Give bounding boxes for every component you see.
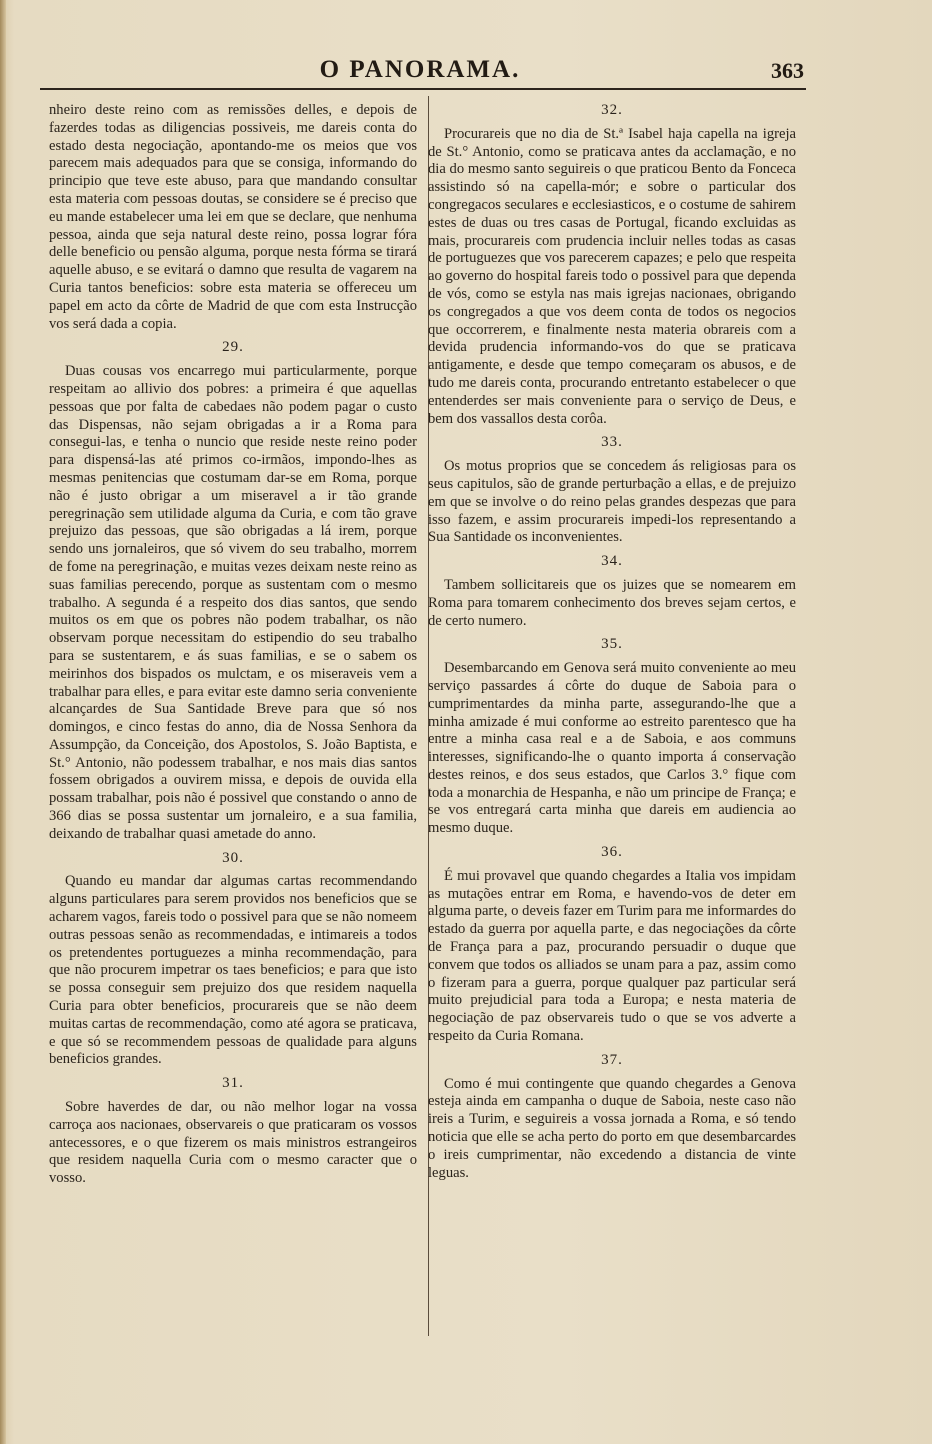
section-32-text: Procurareis que no dia de St.ª Isabel haja capella na igreja de St.° Antonio, como se praticava antes da acclamação, e no dia do mesmo santo seguireis o que praticou Bento da Fonceca assistindo só na capella-mór; e sobre o particular dos congregacos seculares e ecclesiasticos, e o costume de sahirem estes de duas ou tres casas de Portugal, ficando excluidas as mais, procurareis com prudencia incluir nelles todas as casas de portuguezes que vos parecerem capazes; e pelo que respeita ao governo do hospital fareis todo o possivel para que dependa de vós, como se estyla nas mais igrejas nacionaes, obrigando os congregados a que vos deem conta de todos os negocios que occorrerem, e finalmente nesta materia obrareis com a devida prudencia informando-vos do que se praticava antigamente, e desde que tempo começaram os abusos, e de tudo me dareis conta, procurando entretanto estabelecer o que entenderdes ser mais conveniente para o serviço de Deus, e bem dos vassallos desta corôa.	[428, 125, 796, 427]
section-number-29: 29.	[222, 339, 244, 356]
section-36-text: É mui provavel que quando chegardes a Italia vos impidam as mutações entrar em Roma, e havendo-vos de deter em alguma parte, o deveis fazer em Turim para me informardes do estado da guerra por aquella parte, e das negociações da côrte de França para a paz, procurando persuadir o duque que convem que todos os alliados se unam para a paz, assim como o fizeram para a guerra, porque qualquer paz particular será muito prejudicial para toda a Europa; e nesta materia de negociação de paz observareis tudo o que se vos adverte a respeito da Curia Romana.	[428, 867, 796, 1045]
section-number-32: 32.	[601, 102, 623, 118]
section-number-34: 34.	[601, 553, 623, 570]
section-number-35: 35.	[601, 636, 623, 653]
left-column	[49, 102, 417, 1188]
page-header	[40, 52, 804, 86]
section-number-37: 37.	[601, 1051, 623, 1068]
section-29-text: Duas cousas vos encarrego mui particularmente, porque respeitam ao allivio dos pobres: a primeira é que aquellas pessoas que por falta de cabedaes não podem pagar o custo das Dispensas, não sejam obrigadas a ir a Roma para consegui-las, e tenha o nuncio que reside neste reino poder para dispensá-las até primos co-irmãos, impondo-lhes as mesmas penitencias que costumam dar-se em Roma, porque não é justo obrigar a um miseravel a ir tão grande peregrinação sem utilidade alguma da Curia, e com tão grave prejuizo das pessoas, que são obrigadas a lá irem, porque sendo uns jornaleiros, que só vivem do seu trabalho, morrem de fome na peregrinação, e muitas vezes deixam neste reino as suas familias perecendo, porque as sustentam com o mesmo trabalho. A segunda é a respeito dos dias santos, que sendo muitos os em que os pobres não podem trabalhar, os não observam porque necessitam do estipendio do seu trabalho para se sustentarem, e ás suas familias, e se o sabem os meirinhos dos bispados os mulctam, e os miseraveis vem a trabalhar para elles, e para evitar este damno seria conveniente alcançardes de Sua Santidade Breve para que só nos domingos, e cinco festas do anno, dia de Nossa Senhora da Assumpção, da Conceição, dos Apostolos, S. João Baptista, e St.° Antonio, não podessem trabalhar, e nos mais dias santos fossem obrigados a ouvirem missa, e depois de ouvida ella possam trabalhar, pois não é possivel que constando o anno de 366 dias se possa sustentar um jornaleiro, e a sua familia, deixando de trabalhar quasi ametade do anno.	[49, 363, 417, 842]
continued-paragraph: nheiro deste reino com as remissões delles, e depois de fazerdes todas as diligencias possiveis, me dareis conta do estado desta negociação, apontando-me os meios que vos parecem mais adequados para que se consiga, informando do principio que teve este abuso, para que mandando consultar esta materia com pessoas doutas, se considere se é preciso que eu mande estabelecer uma lei em que se declare, que nenhuma pessoa, ainda que seja natural deste reino, possa lograr fóra delle beneficio ou pensão alguma, porque nesta fórma se tirará aquelle abuso, e se evitará o damno que resulta de vagarem na Curia tantos beneficios: sobre esta materia se offereceu um papel em acto da côrte de Madrid de que com esta Instrucção vos será dada a copia.	[49, 102, 417, 332]
header-rule	[40, 88, 806, 90]
page-binding-edge	[0, 0, 6, 1444]
section-number-36: 36.	[601, 844, 623, 861]
section-30-text: Quando eu mandar dar algumas cartas recommendando alguns particulares para serem providos nos beneficios que se acharem vagos, fareis todo o possivel para que se não nomeem outras pessoas senão as recommendadas, e intimareis a todos os pretendentes portuguezes a minha recommendação, para que não procurem impetrar os taes beneficios; e para que isto se possa conseguir sem prejuizo dos que residem naquella Curia para obter beneficios, procurareis que se não deem muitas cartas de recommendação, como até agora se praticava, e que só se recommendem pessoas de qualidade para alguns beneficios grandes.	[49, 873, 417, 1068]
section-number-31: 31.	[222, 1075, 244, 1092]
right-column	[428, 102, 796, 1182]
section-34-text: Tambem sollicitareis que os juizes que se nomearem em Roma para tomarem conhecimento dos breves sejam certos, e de certo numero.	[428, 576, 796, 629]
section-35-text: Desembarcando em Genova será muito conveniente ao meu serviço passardes á côrte do duque de Saboia para o cumprimentardes da minha parte, assegurando-lhe que a minha amizade é mui conforme ao estreito parentesco que ha entre a minha casa real e a de Saboia, e aos communs interesses, significando-lhe o quanto importa á conservação destes reinos, e dos seus estados, que Carlos 3.° fique com toda a monarchia de Hespanha, e não um principe de França; e se vos entregará carta minha que dareis em audiencia ao mesmo duque.	[428, 660, 796, 837]
section-37-text: Como é mui contingente que quando chegardes a Genova esteja ainda em campanha o duque de Saboia, neste caso não ireis a Turim, e seguireis a vossa jornada a Roma, e só tendo noticia que elle se acha perto do porto em que desembarcardes o ireis cumprimentar, não excedendo a distancia de vinte leguas.	[428, 1075, 796, 1181]
page-number: 363	[771, 58, 804, 83]
journal-title: O PANORAMA.	[319, 56, 521, 83]
section-31-text: Sobre haverdes de dar, ou não melhor logar na vossa carroça aos nacionaes, observareis o que praticaram os vossos antecessores, e o que fizerem os mais ministros estrangeiros que residem naquella Curia com o mesmo caracter que o vosso.	[49, 1099, 417, 1187]
section-number-33: 33.	[601, 434, 623, 451]
section-33-text: Os motus proprios que se concedem ás religiosas para os seus capitulos, são de grande perturbação a ellas, e de prejuizo em que se involve o do reino pelas grandes despezas que para isso fazem, e assim procurareis impedi-los representando a Sua Santidade os inconvenientes.	[428, 458, 796, 546]
section-number-30: 30.	[222, 849, 244, 866]
